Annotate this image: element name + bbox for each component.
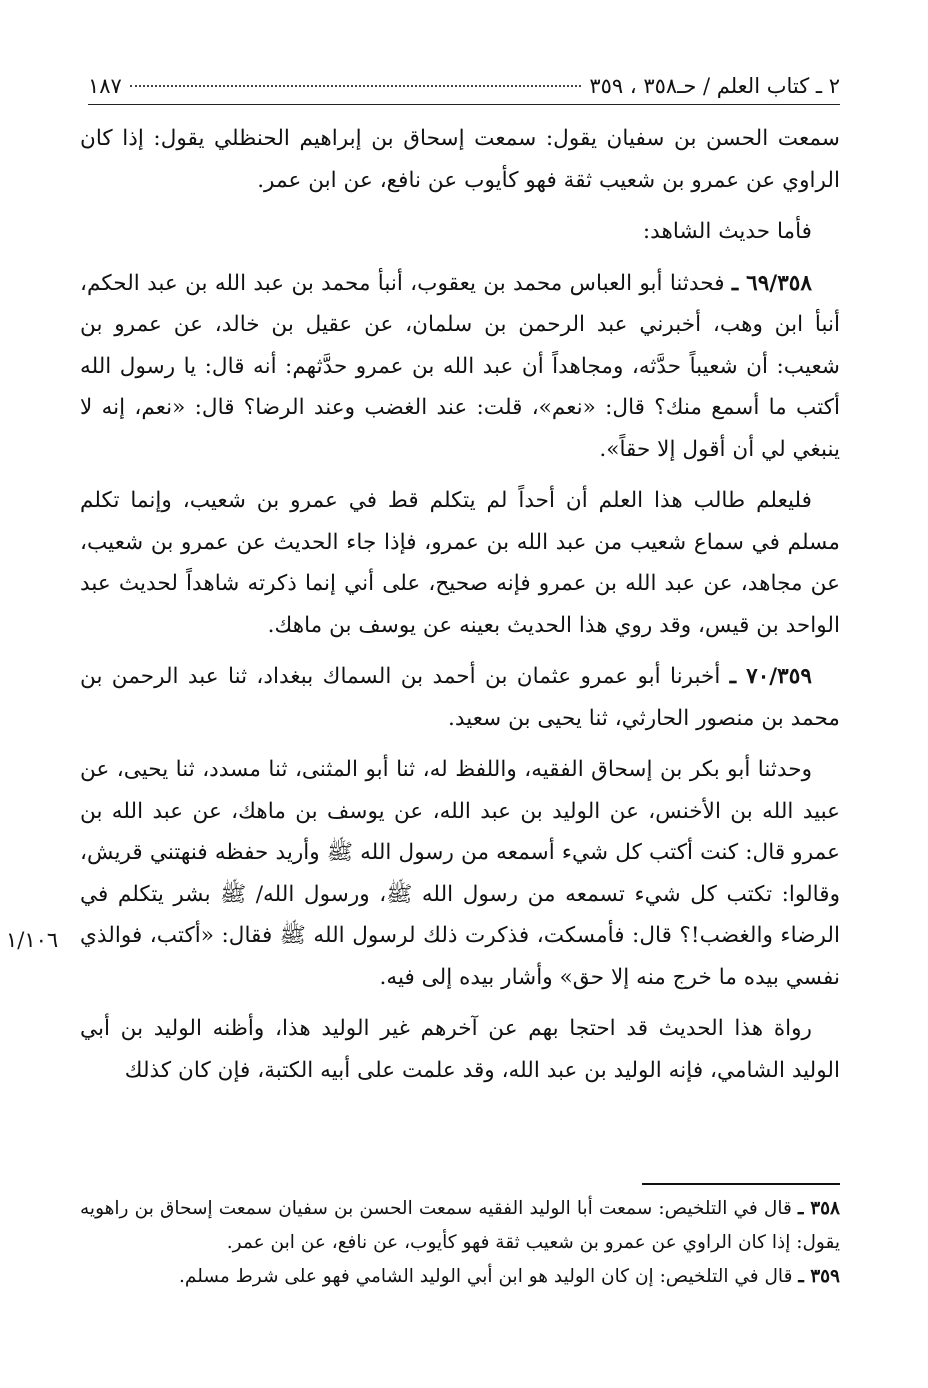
paragraph-text: فحدثنا أبو العباس محمد بن يعقوب، أنبأ محمد بن عبد الله بن عبد الحكم، أنبأ ابن وهب، أخبرني عبد الرحمن بن سلمان، عن عقيل بن خالد، عن عمرو بن شعيب: أن شعيباً حدَّثه، ومجاهداً أن عبد الله بن عمرو حدَّثهم: أنه قال: يا رسول الله أكتب ما أسمع منك؟ قال: «نعم»، قلت: عند الغضب وعند الرضا؟ قال: «نعم، إنه لا ينبغي لي أن أقول إلا حقاً». [80, 270, 840, 462]
paragraph-text: وحدثنا أبو بكر بن إسحاق الفقيه، واللفظ له، ثنا أبو المثنى، ثنا مسدد، ثنا يحيى، عن عبيد الله بن الأخنس، عن الوليد بن عبد الله، عن يوسف بن ماهك، عن عبد الله بن عمرو قال: كنت أكتب كل شيء أسمعه من رسول الله ﷺ وأريد حفظه فنهتني قريش، وقالوا: تكتب كل شيء تسمعه من رسول الله ﷺ، ورسول الله/ ﷺ بشر يتكلم في الرضاء والغضب!؟ قال: فأمسكت، فذكرت ذلك لرسول الله ﷺ فقال: «أكتب، فوالذي نفسي بيده ما خرج منه إلا حق» وأشار بيده إلى فيه. [80, 757, 840, 990]
footnote-358 [80, 1192, 840, 1260]
paragraph-text: فأما حديث الشاهد: [642, 219, 812, 244]
running-title: ٢ ـ كتاب العلم / حـ٣٥٨ ، ٣٥٩ [589, 74, 840, 98]
hadith-359 [80, 656, 840, 739]
footnote-number: ٣٥٩ ـ [798, 1266, 840, 1287]
paragraph-text: رواة هذا الحديث قد احتجا بهم عن آخرهم غير الوليد هذا، وأظنه الوليد بن أبي الوليد الشامي، فإنه الوليد بن عبد الله، وقد علمت على أبيه الكتبة، فإن كان كذلك [80, 1016, 840, 1083]
hadith-number: ٦٩/٣٥٨ ـ [731, 270, 812, 296]
paragraph-6 [80, 749, 840, 998]
paragraph-4 [80, 480, 840, 646]
paragraph-1 [80, 118, 840, 201]
footnote-divider [642, 1183, 840, 1185]
paragraph-text: فليعلم طالب هذا العلم أن أحداً لم يتكلم قط في عمرو بن شعيب، وإنما تكلم مسلم في سماع شعيب من عبد الله بن عمرو، فإذا جاء الحديث عن عمرو بن شعيب، عن مجاهد، عن عبد الله بن عمرو فإنه صحيح، على أني إنما ذكرته شاهداً لحديث عبد الواحد بن قيس، وقد روي هذا الحديث بعينه عن يوسف بن ماهك. [80, 488, 840, 638]
footnotes [80, 1192, 840, 1294]
footnote-text: قال في التلخيص: سمعت أبا الوليد الفقيه سمعت الحسن بن سفيان سمعت إسحاق بن راهويه يقول: إذا كان الراوي عن عمرو بن شعيب ثقة فهو كأيوب، عن نافع، عن ابن عمر. [80, 1198, 840, 1253]
footnote-359 [80, 1260, 840, 1294]
running-header [88, 68, 840, 105]
paragraph-7 [80, 1008, 840, 1091]
main-text [80, 118, 840, 1101]
paragraph-text: سمعت الحسن بن سفيان يقول: سمعت إسحاق بن إبراهيم الحنظلي يقول: إذا كان الراوي عن عمرو بن شعيب ثقة فهو كأيوب عن نافع، عن ابن عمر. [80, 126, 840, 193]
dotted-leader [130, 85, 582, 87]
footnote-text: قال في التلخيص: إن كان الوليد هو ابن أبي الوليد الشامي فهو على شرط مسلم. [179, 1266, 793, 1287]
footnote-number: ٣٥٨ ـ [798, 1198, 840, 1219]
hadith-number: ٧٠/٣٥٩ ـ [729, 664, 812, 689]
paragraph-2 [80, 211, 840, 253]
page-number: ١٨٧ [88, 74, 122, 98]
paragraph-text: أخبرنا أبو عمرو عثمان بن أحمد بن السماك ببغداد، ثنا عبد الرحمن بن محمد بن منصور الحارثي، ثنا يحيى بن سعيد. [80, 664, 840, 731]
hadith-358 [80, 263, 840, 471]
margin-page-reference: ١/١٠٦ [6, 928, 59, 952]
